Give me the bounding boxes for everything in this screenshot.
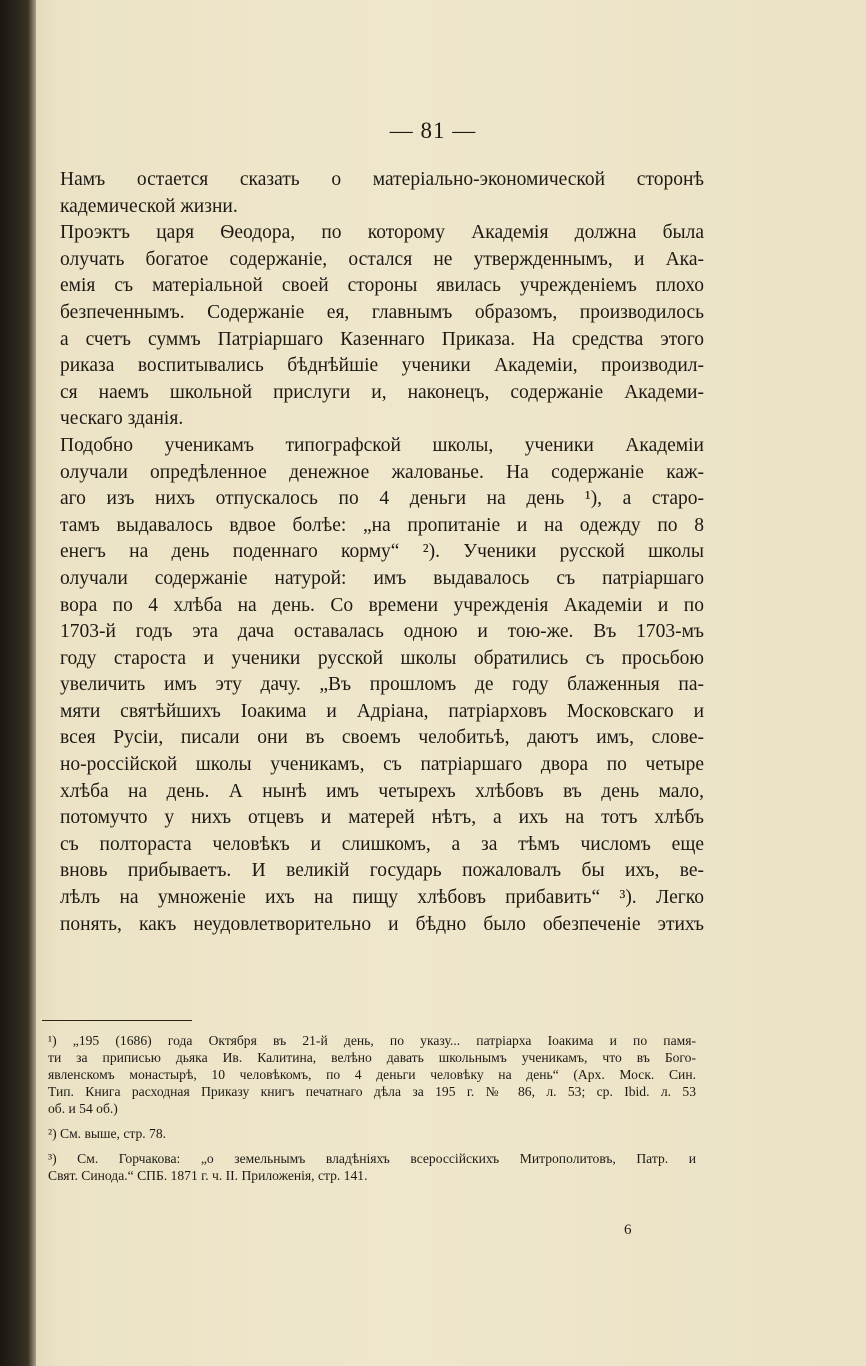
footnote-line: об. и 54 об.) — [48, 1101, 118, 1116]
text-line: олучать богатое содержаніе, остался не утвержденнымъ, и Ака- — [60, 248, 704, 270]
sheet-signature-number: 6 — [624, 1222, 632, 1238]
text-line: Подобно ученикамъ типографской школы, ученики Академіи — [60, 434, 704, 456]
text-line: понять, какъ неудовлетворительно и бѣдно было обезпеченіе этихъ — [60, 913, 704, 935]
book-spine-shadow — [0, 0, 36, 1366]
text-line: но-россійской школы ученикамъ, съ патріаршаго двора по четыре — [60, 754, 704, 776]
footnote-line: ²) См. выше, стр. 78. — [48, 1126, 167, 1141]
footnotes — [48, 1032, 696, 1184]
footnote-line: Тип. Книга расходная Приказу книгъ печатнаго дѣла за 195 г. № 86, л. 53; ср. Ibid. л. 53 — [48, 1084, 696, 1099]
text-line: кадемической жизни. — [60, 195, 238, 217]
text-line: увеличить имъ эту дачу. „Въ прошломъ де году блаженныя па- — [60, 674, 704, 696]
text-line: хлѣба на день. А нынѣ имъ четырехъ хлѣбовъ въ день мало, — [60, 780, 704, 802]
text-line: олучали опредѣленное денежное жалованье. На содержаніе каж- — [60, 461, 704, 483]
text-line: лѣлъ на умноженіе ихъ на пищу хлѣбовъ прибавить“ ³). Легко — [60, 887, 704, 909]
footnote-line: явленскомъ монастырѣ, 10 человѣкомъ, по 4 деньги человѣку на день“ (Арх. Моск. Син. — [48, 1067, 696, 1082]
text-line: году староста и ученики русской школы обратились съ просьбою — [60, 647, 704, 669]
footnote-separator — [42, 1020, 192, 1021]
text-line: Проэктъ царя Ѳеодора, по которому Академія должна была — [60, 222, 704, 244]
footnote-gap — [48, 1117, 696, 1125]
text-line: олучали содержаніе натурой: имъ выдавалось съ патріаршаго — [60, 567, 704, 589]
text-line: ческаго зданія. — [60, 408, 184, 430]
footnote-gap — [48, 1142, 696, 1150]
footnote — [48, 1032, 696, 1117]
text-line: безпеченнымъ. Содержаніе ея, главнымъ образомъ, производилось — [60, 301, 704, 323]
main-text — [60, 167, 704, 938]
text-line: ся наемъ школьной прислуги и, наконецъ, содержаніе Академи- — [60, 381, 704, 403]
text-line: аго изъ нихъ отпускалось по 4 деньги на день ¹), а старо- — [60, 488, 704, 510]
text-line: тамъ выдавалось вдвое болѣе: „на пропитаніе и на одежду по 8 — [60, 514, 704, 536]
footnote — [48, 1150, 696, 1184]
text-line: риказа воспитывались бѣднѣйшіе ученики Академіи, производил- — [60, 355, 704, 377]
text-line: 1703-й годъ эта дача оставалась одною и тою-же. Въ 1703-мъ — [60, 621, 704, 643]
page-number: — 81 — — [389, 118, 477, 143]
footnote — [48, 1125, 696, 1142]
text-line: вновь прибываетъ. И великій государь пожаловалъ бы ихъ, ве- — [60, 860, 704, 882]
text-line: вора по 4 хлѣба на день. Со времени учрежденія Академіи и по — [60, 594, 704, 616]
text-line: съ полтораста человѣкъ и слишкомъ, а за тѣмъ числомъ еще — [60, 833, 704, 855]
text-line: енегъ на день поденнаго корму“ ²). Ученики русской школы — [60, 541, 704, 563]
text-line: потомучто у нихъ отцевъ и матерей нѣтъ, а ихъ на тотъ хлѣбъ — [60, 807, 704, 829]
footnote-line: ти за приписью дьяка Ив. Калитина, велѣно давать школьнымъ ученикамъ, что въ Бого- — [48, 1050, 696, 1065]
text-line: всея Русіи, писали они въ своемъ челобитьѣ, даютъ имъ, слове- — [60, 727, 704, 749]
footnote-line: ¹) „195 (1686) года Октября въ 21-й день, по указу... патріарха Іоакима и по памя- — [48, 1033, 696, 1048]
footnote-line: Свят. Синода.“ СПБ. 1871 г. ч. II. Приложенія, стр. 141. — [48, 1168, 368, 1183]
text-line: емія съ матеріальной своей стороны явилась учрежденіемъ плохо — [60, 275, 704, 297]
text-line: мяти святѣйшихъ Іоакима и Адріана, патріарховъ Московскаго и — [60, 700, 704, 722]
text-line: Намъ остается сказать о матеріально-экономической сторонѣ — [60, 169, 704, 190]
footnote-line: ³) См. Горчакова: „о земельнымъ владѣніяхъ всероссійскихъ Митрополитовъ, Патр. и — [48, 1151, 696, 1166]
text-line: а счетъ суммъ Патріаршаго Казеннаго Приказа. На средства этого — [60, 328, 704, 350]
